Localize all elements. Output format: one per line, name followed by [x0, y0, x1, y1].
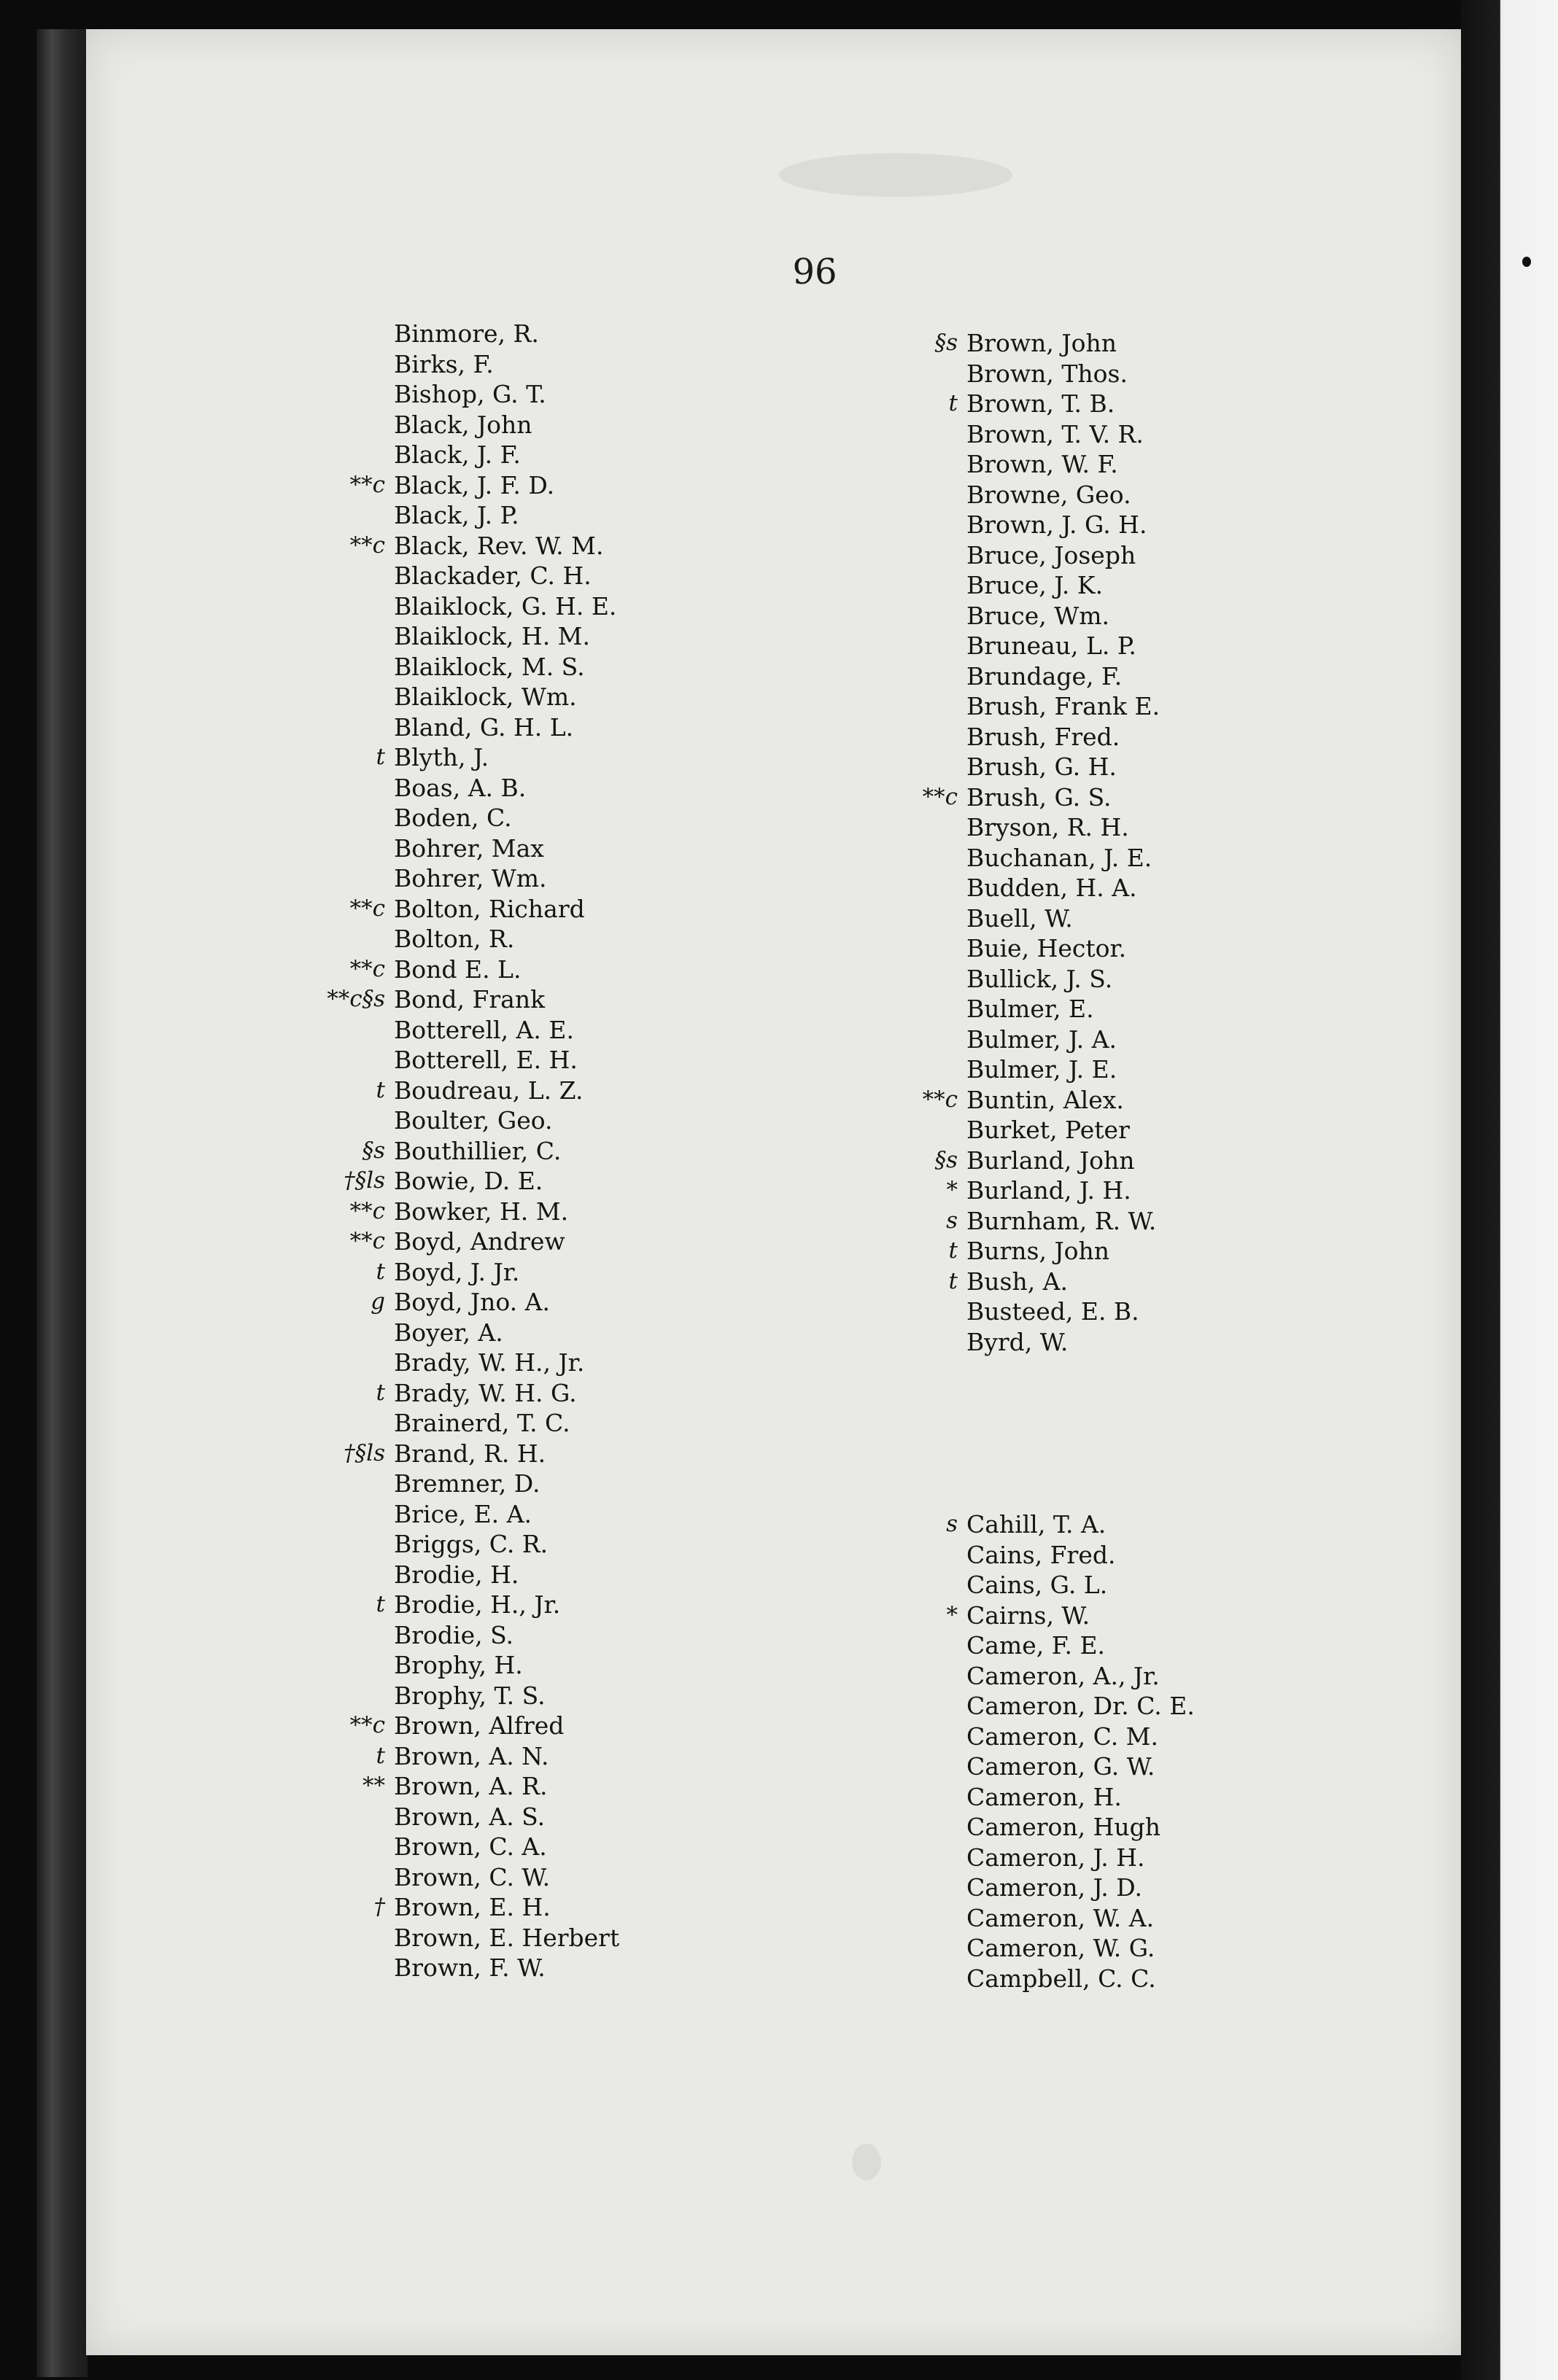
- entry-name: Brown, John: [966, 329, 1117, 357]
- entry-name: Boyd, Andrew: [394, 1227, 565, 1256]
- entry-mark: **: [363, 1773, 385, 1799]
- directory-entry: [394, 1923, 904, 1953]
- entry-name: Blyth, J.: [394, 743, 489, 771]
- entry-name: Brown, J. G. H.: [966, 510, 1147, 539]
- entry-name: Bishop, G. T.: [394, 380, 546, 408]
- directory-entry: [966, 843, 1477, 874]
- entry-name: Buell, W.: [966, 903, 1073, 933]
- directory-entry: [966, 903, 1477, 934]
- directory-entry: [966, 480, 1477, 510]
- entry-name: Brown, T. B.: [966, 389, 1115, 418]
- directory-entry: [966, 449, 1477, 480]
- directory-entry: [376, 742, 904, 773]
- directory-entry: [394, 1953, 904, 1983]
- entry-name: Cameron, J. H.: [966, 1843, 1145, 1872]
- directory-entry: [966, 1964, 1477, 1994]
- entry-mark: t: [948, 390, 958, 416]
- directory-entry: [966, 812, 1477, 843]
- directory-entry: [394, 410, 904, 440]
- directory-entry: [966, 1115, 1477, 1146]
- directory-entry: [966, 1751, 1477, 1782]
- directory-entry: [966, 691, 1477, 722]
- left-page-edge: [36, 29, 88, 2377]
- directory-entry: [394, 1620, 904, 1651]
- entry-name: Brodie, H., Jr.: [394, 1590, 561, 1619]
- directory-entry: [394, 1862, 904, 1893]
- entry-name: Brown, F. W.: [394, 1953, 546, 1982]
- entry-name: Brady, W. H. G.: [394, 1378, 577, 1407]
- entry-mark: t: [948, 1237, 958, 1264]
- entry-name: Black, John: [394, 410, 532, 439]
- directory-entry: [966, 419, 1477, 450]
- directory-entry: [922, 1085, 1477, 1116]
- entry-mark: **c: [349, 1197, 385, 1224]
- entry-name: Burnham, R. W.: [966, 1206, 1157, 1235]
- entry-name: Briggs, C. R.: [394, 1530, 549, 1558]
- directory-entry: [394, 652, 904, 682]
- entry-name: Bohrer, Wm.: [394, 864, 547, 892]
- entry-name: Cains, Fred.: [966, 1540, 1116, 1569]
- directory-entry: [966, 359, 1477, 389]
- directory-entry: [394, 1408, 904, 1439]
- directory-entry: [349, 894, 904, 925]
- entry-name: Boyd, Jno. A.: [394, 1288, 550, 1316]
- directory-entry: [349, 1711, 904, 1741]
- directory-entry: [349, 1197, 904, 1227]
- entry-mark: §s: [934, 330, 958, 356]
- page-number: 96: [792, 252, 837, 292]
- directory-entry: [363, 1771, 904, 1802]
- entry-name: Cains, G. L.: [966, 1571, 1108, 1599]
- directory-entry: [966, 1024, 1477, 1055]
- directory-entry: [394, 1499, 904, 1530]
- entry-name: Burns, John: [966, 1237, 1110, 1265]
- entry-mark: t: [376, 1379, 385, 1406]
- entry-name: Brown, Thos.: [966, 359, 1128, 388]
- entry-name: Brown, W. F.: [966, 450, 1118, 478]
- directory-entry: [394, 1832, 904, 1862]
- entry-name: Brady, W. H., Jr.: [394, 1348, 585, 1377]
- directory-entry: [966, 964, 1477, 995]
- directory-entry: [394, 924, 904, 954]
- entry-mark: §s: [934, 1146, 958, 1173]
- entry-name: Blaiklock, M. S.: [394, 652, 585, 681]
- directory-entry: [966, 540, 1477, 571]
- entry-name: Cahill, T. A.: [966, 1510, 1107, 1539]
- directory-entry: [966, 1933, 1477, 1964]
- entry-name: Boyd, J. Jr.: [394, 1257, 520, 1286]
- entry-name: Brown, C. W.: [394, 1862, 551, 1891]
- directory-entry: [394, 1318, 904, 1348]
- entry-mark: **c: [349, 1228, 385, 1254]
- directory-entry: [966, 1691, 1477, 1722]
- entry-name: Brush, Fred.: [966, 722, 1120, 751]
- entry-name: Blaiklock, Wm.: [394, 682, 577, 711]
- directory-entry: [394, 833, 904, 864]
- directory-entry: [966, 1570, 1477, 1601]
- directory-entry: [966, 631, 1477, 661]
- directory-entry: [376, 1378, 904, 1409]
- entry-name: Blackader, C. H.: [394, 561, 592, 590]
- entry-name: Binmore, R.: [394, 319, 539, 348]
- directory-entry: [344, 1439, 904, 1469]
- entry-mark: §s: [362, 1137, 385, 1164]
- entry-name: Bullick, J. S.: [966, 964, 1113, 993]
- entry-name: Brown, C. A.: [394, 1832, 547, 1861]
- entry-name: Cameron, J. D.: [966, 1873, 1143, 1902]
- directory-entry: [394, 1105, 904, 1136]
- directory-entry: [394, 1015, 904, 1046]
- entry-name: Brown, A. S.: [394, 1802, 546, 1831]
- entry-name: Bruce, J. K.: [966, 571, 1104, 599]
- entry-name: Black, J. F.: [394, 440, 521, 469]
- entry-name: Busteed, E. B.: [966, 1297, 1139, 1326]
- directory-entry: [394, 1348, 904, 1378]
- entry-name: Boden, C.: [394, 804, 512, 832]
- entry-name: Brush, G. S.: [966, 782, 1112, 812]
- directory-entry: [948, 1236, 1477, 1267]
- directory-entry: [394, 500, 904, 531]
- left-name-column: [327, 319, 904, 1983]
- entry-name: Brainerd, T. C.: [394, 1409, 570, 1437]
- directory-entry: [946, 1601, 1477, 1631]
- entry-name: Bond, Frank: [394, 985, 546, 1014]
- directory-entry: [966, 1782, 1477, 1813]
- entry-name: Blaiklock, G. H. E.: [394, 591, 617, 621]
- entry-mark: g: [371, 1288, 385, 1315]
- entry-mark: **c: [349, 1712, 385, 1738]
- directory-entry: [946, 1206, 1477, 1237]
- entry-mark: **c§s: [327, 986, 385, 1012]
- directory-entry: [371, 1287, 904, 1318]
- entry-name: Burket, Peter: [966, 1116, 1130, 1144]
- directory-entry: [946, 1175, 1477, 1206]
- entry-mark: **c: [349, 895, 385, 922]
- directory-entry: [376, 1741, 904, 1772]
- entry-name: Brand, R. H.: [394, 1439, 546, 1468]
- entry-name: Brown, E. Herbert: [394, 1923, 620, 1952]
- entry-name: Cameron, W. A.: [966, 1903, 1155, 1932]
- directory-entry: [966, 1661, 1477, 1692]
- entry-name: Brophy, T. S.: [394, 1681, 546, 1710]
- directory-entry: [394, 773, 904, 804]
- entry-name: Black, J. P.: [394, 501, 519, 529]
- directory-entry: [349, 470, 904, 501]
- entry-name: Bush, A.: [966, 1267, 1068, 1296]
- entry-name: Bowie, D. E.: [394, 1167, 543, 1195]
- entry-name: Cameron, G. W.: [966, 1752, 1155, 1781]
- directory-entry: [394, 1529, 904, 1560]
- entry-name: Brundage, F.: [966, 661, 1123, 691]
- right-name-column: [922, 328, 1477, 1994]
- directory-entry: [948, 1267, 1477, 1297]
- entry-name: Budden, H. A.: [966, 874, 1137, 902]
- directory-entry: [966, 1630, 1477, 1661]
- directory-entry: [373, 1892, 904, 1923]
- entry-name: Brown, A. R.: [394, 1772, 548, 1800]
- entry-mark: t: [376, 1258, 385, 1285]
- entry-mark: t: [376, 744, 385, 770]
- ink-mark: [852, 2144, 881, 2180]
- entry-name: Black, J. F. D.: [394, 470, 555, 499]
- entry-mark: **c: [922, 1086, 958, 1113]
- entry-name: Bruce, Joseph: [966, 540, 1136, 569]
- entry-mark: *: [946, 1601, 958, 1628]
- entry-name: Bremner, D.: [394, 1469, 540, 1498]
- directory-entry: [394, 1045, 904, 1076]
- entry-name: Cameron, A., Jr.: [966, 1661, 1160, 1690]
- entry-name: Brodie, H.: [394, 1560, 519, 1589]
- directory-entry: [394, 561, 904, 591]
- directory-entry: [394, 1469, 904, 1499]
- entry-name: Buchanan, J. E.: [966, 843, 1152, 872]
- entry-name: Bulmer, J. E.: [966, 1055, 1117, 1084]
- entry-name: Brush, G. H.: [966, 752, 1117, 781]
- entry-name: Burland, J. H.: [966, 1176, 1131, 1205]
- directory-entry: [376, 1257, 904, 1288]
- entry-name: Campbell, C. C.: [966, 1964, 1156, 1993]
- directory-entry: [966, 1540, 1477, 1571]
- entry-name: Cairns, W.: [966, 1601, 1090, 1630]
- entry-name: Cameron, Dr. C. E.: [966, 1692, 1195, 1720]
- directory-entry: [966, 601, 1477, 631]
- entry-name: Boudreau, L. Z.: [394, 1076, 584, 1105]
- entry-mark: s: [946, 1511, 958, 1537]
- entry-mark: **c: [349, 532, 385, 559]
- entry-name: Bouthillier, C.: [394, 1136, 562, 1165]
- directory-entry: [394, 1650, 904, 1681]
- entry-name: Bulmer, E.: [966, 995, 1094, 1023]
- entry-mark: s: [946, 1207, 958, 1234]
- entry-mark: †: [373, 1894, 385, 1920]
- entry-name: Brown, Alfred: [394, 1711, 565, 1740]
- directory-entry: [934, 328, 1477, 359]
- entry-mark: t: [376, 1742, 385, 1769]
- entry-name: Cameron, C. M.: [966, 1722, 1158, 1751]
- directory-entry: [966, 873, 1477, 903]
- directory-entry: [394, 682, 904, 712]
- directory-entry: [966, 1903, 1477, 1934]
- directory-entry: [394, 440, 904, 470]
- entry-name: Botterell, E. H.: [394, 1046, 578, 1074]
- entry-name: Cameron, H.: [966, 1782, 1122, 1811]
- directory-entry: [966, 752, 1477, 782]
- directory-entry: [966, 1296, 1477, 1327]
- entry-name: Cameron, W. G.: [966, 1934, 1155, 1962]
- directory-entry: [394, 1802, 904, 1832]
- directory-entry: [394, 712, 904, 743]
- directory-entry: [394, 349, 904, 380]
- directory-entry: [966, 933, 1477, 964]
- directory-entry: [922, 782, 1477, 813]
- directory-entry: [394, 1560, 904, 1590]
- entry-name: Bryson, R. H.: [966, 813, 1129, 841]
- entry-name: Brown, A. N.: [394, 1741, 549, 1770]
- entry-mark: t: [948, 1267, 958, 1294]
- directory-entry: [948, 389, 1477, 419]
- entry-name: Cameron, Hugh: [966, 1813, 1161, 1841]
- entry-name: Black, Rev. W. M.: [394, 531, 604, 560]
- directory-entry: [966, 1872, 1477, 1903]
- directory-entry: [327, 984, 904, 1015]
- entry-name: Brown, T. V. R.: [966, 419, 1144, 448]
- directory-entry: [394, 591, 904, 622]
- directory-entry: [376, 1590, 904, 1620]
- directory-entry: [394, 1681, 904, 1711]
- entry-name: Bland, G. H. L.: [394, 712, 574, 742]
- entry-name: Byrd, W.: [966, 1327, 1069, 1356]
- entry-name: Burland, John: [966, 1146, 1135, 1175]
- entry-name: Bolton, Richard: [394, 894, 585, 923]
- directory-entry: [362, 1136, 904, 1167]
- entry-name: Bolton, R.: [394, 925, 515, 953]
- entry-name: Boulter, Geo.: [394, 1106, 553, 1135]
- entry-name: Boas, A. B.: [394, 773, 527, 802]
- directory-entry: [946, 1509, 1477, 1540]
- b-names-group: [922, 328, 1477, 1357]
- entry-mark: †§ls: [344, 1439, 385, 1466]
- directory-entry: [394, 319, 904, 349]
- entry-name: Blaiklock, H. M.: [394, 622, 590, 650]
- directory-entry: [966, 1722, 1477, 1752]
- entry-name: Brush, Frank E.: [966, 692, 1160, 720]
- entry-name: Bruce, Wm.: [966, 601, 1109, 630]
- directory-entry: [349, 1226, 904, 1257]
- entry-name: Bulmer, J. A.: [966, 1024, 1117, 1054]
- entry-mark: **c: [349, 955, 385, 982]
- entry-mark: †§ls: [344, 1167, 385, 1194]
- directory-entry: [966, 510, 1477, 540]
- directory-entry: [349, 954, 904, 985]
- entry-name: Brodie, S.: [394, 1620, 514, 1649]
- directory-entry: [394, 379, 904, 410]
- entry-name: Bond E. L.: [394, 954, 522, 984]
- entry-name: Browne, Geo.: [966, 480, 1131, 509]
- directory-entry: [934, 1146, 1477, 1176]
- entry-name: Brice, E. A.: [394, 1499, 532, 1528]
- entry-name: Brown, E. H.: [394, 1893, 551, 1921]
- directory-entry: [966, 722, 1477, 752]
- directory-entry: [394, 621, 904, 652]
- entry-name: Bohrer, Max: [394, 833, 544, 863]
- directory-entry: [966, 570, 1477, 601]
- entry-name: Boyer, A.: [394, 1318, 503, 1347]
- c-names-group: [946, 1509, 1477, 1994]
- entry-name: Bowker, H. M.: [394, 1197, 569, 1226]
- directory-entry: [349, 531, 904, 561]
- entry-name: Birks, F.: [394, 349, 494, 378]
- entry-mark: t: [376, 1076, 385, 1103]
- entry-name: Buntin, Alex.: [966, 1085, 1124, 1114]
- directory-entry: [394, 863, 904, 894]
- entry-mark: **c: [349, 471, 385, 498]
- bleed-through-smudge: [779, 153, 1012, 197]
- entry-name: Came, F. E.: [966, 1631, 1106, 1660]
- entry-name: Botterell, A. E.: [394, 1015, 574, 1044]
- section-gap: [966, 1357, 1477, 1509]
- directory-entry: [376, 1076, 904, 1106]
- directory-entry: [966, 1843, 1477, 1873]
- directory-entry: [966, 1812, 1477, 1843]
- directory-entry: [344, 1166, 904, 1197]
- directory-entry: [966, 1327, 1477, 1358]
- entry-name: Buie, Hector.: [966, 934, 1127, 962]
- entry-name: Brophy, H.: [394, 1651, 523, 1679]
- directory-entry: [966, 661, 1477, 692]
- directory-entry: [394, 803, 904, 833]
- directory-entry: [966, 1054, 1477, 1085]
- entry-name: Bruneau, L. P.: [966, 631, 1136, 660]
- entry-mark: t: [376, 1591, 385, 1617]
- edge-dot: [1522, 257, 1531, 267]
- entry-mark: *: [946, 1177, 958, 1203]
- entry-mark: **c: [922, 783, 958, 810]
- directory-entry: [966, 994, 1477, 1024]
